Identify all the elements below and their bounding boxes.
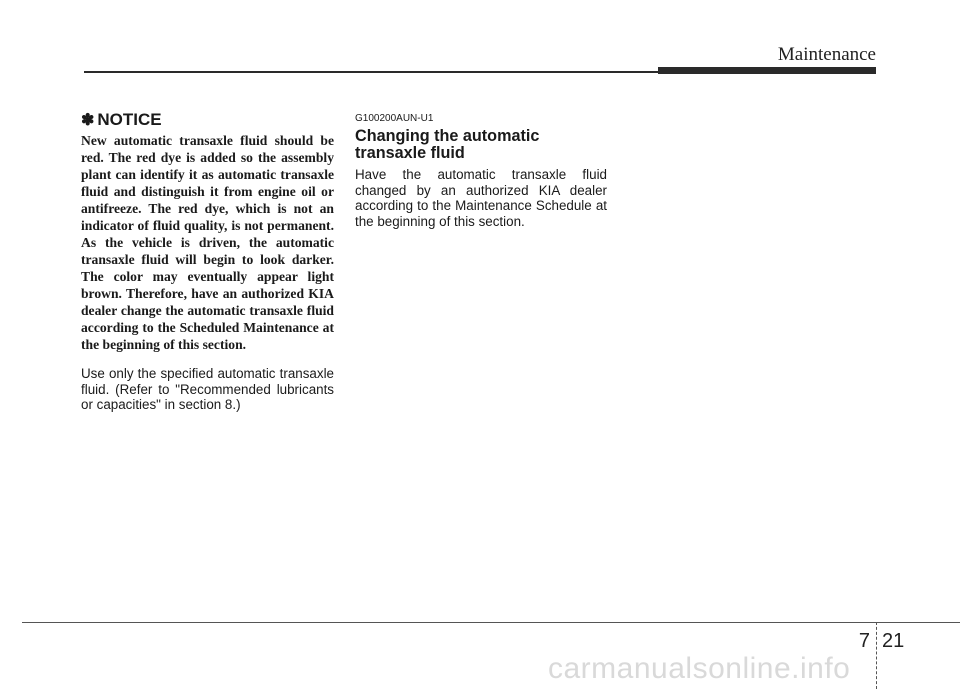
page-number: 21 <box>882 630 905 652</box>
section-code: G100200AUN-U1 <box>355 113 434 124</box>
middle-column <box>355 110 607 229</box>
fluid-specification-paragraph: Use only the specified automatic transaxle fluid. (Refer to "Recommended lubricants or capacities" in section 8.) <box>81 366 334 412</box>
header-rule-thick <box>658 67 876 74</box>
watermark: carmanualsonline.info <box>548 652 851 685</box>
header-rule-thin <box>84 71 662 73</box>
left-column <box>81 110 334 413</box>
section-title: Changing the automatic transaxle fluid <box>355 127 540 162</box>
notice-heading <box>81 110 334 130</box>
footer-rule <box>22 622 960 623</box>
asterisk-icon: ✽ <box>81 112 95 129</box>
notice-heading-text: NOTICE <box>97 110 162 129</box>
page-header-title: Maintenance <box>777 44 876 65</box>
notice-body: New automatic transaxle fluid should be red. The red dye is added so the assembly plant can identify it as automatic transaxle fluid and distinguish it from engine oil or antifreeze. The red dye, which is not an indicator of fluid quality, is not permanent. As the vehicle is driven, the automatic transaxle fluid will begin to look darker. The color may eventually appear light brown. Therefore, have an authorized KIA dealer change the automatic transaxle fluid according to the Scheduled Maintenance at the beginning of this section. <box>81 133 334 352</box>
chapter-number: 7 <box>858 630 870 652</box>
footer-divider <box>876 622 877 689</box>
section-body: Have the automatic transaxle fluid changed by an authorized KIA dealer according to the Maintenance Schedule at the beginning of this section. <box>355 167 607 229</box>
